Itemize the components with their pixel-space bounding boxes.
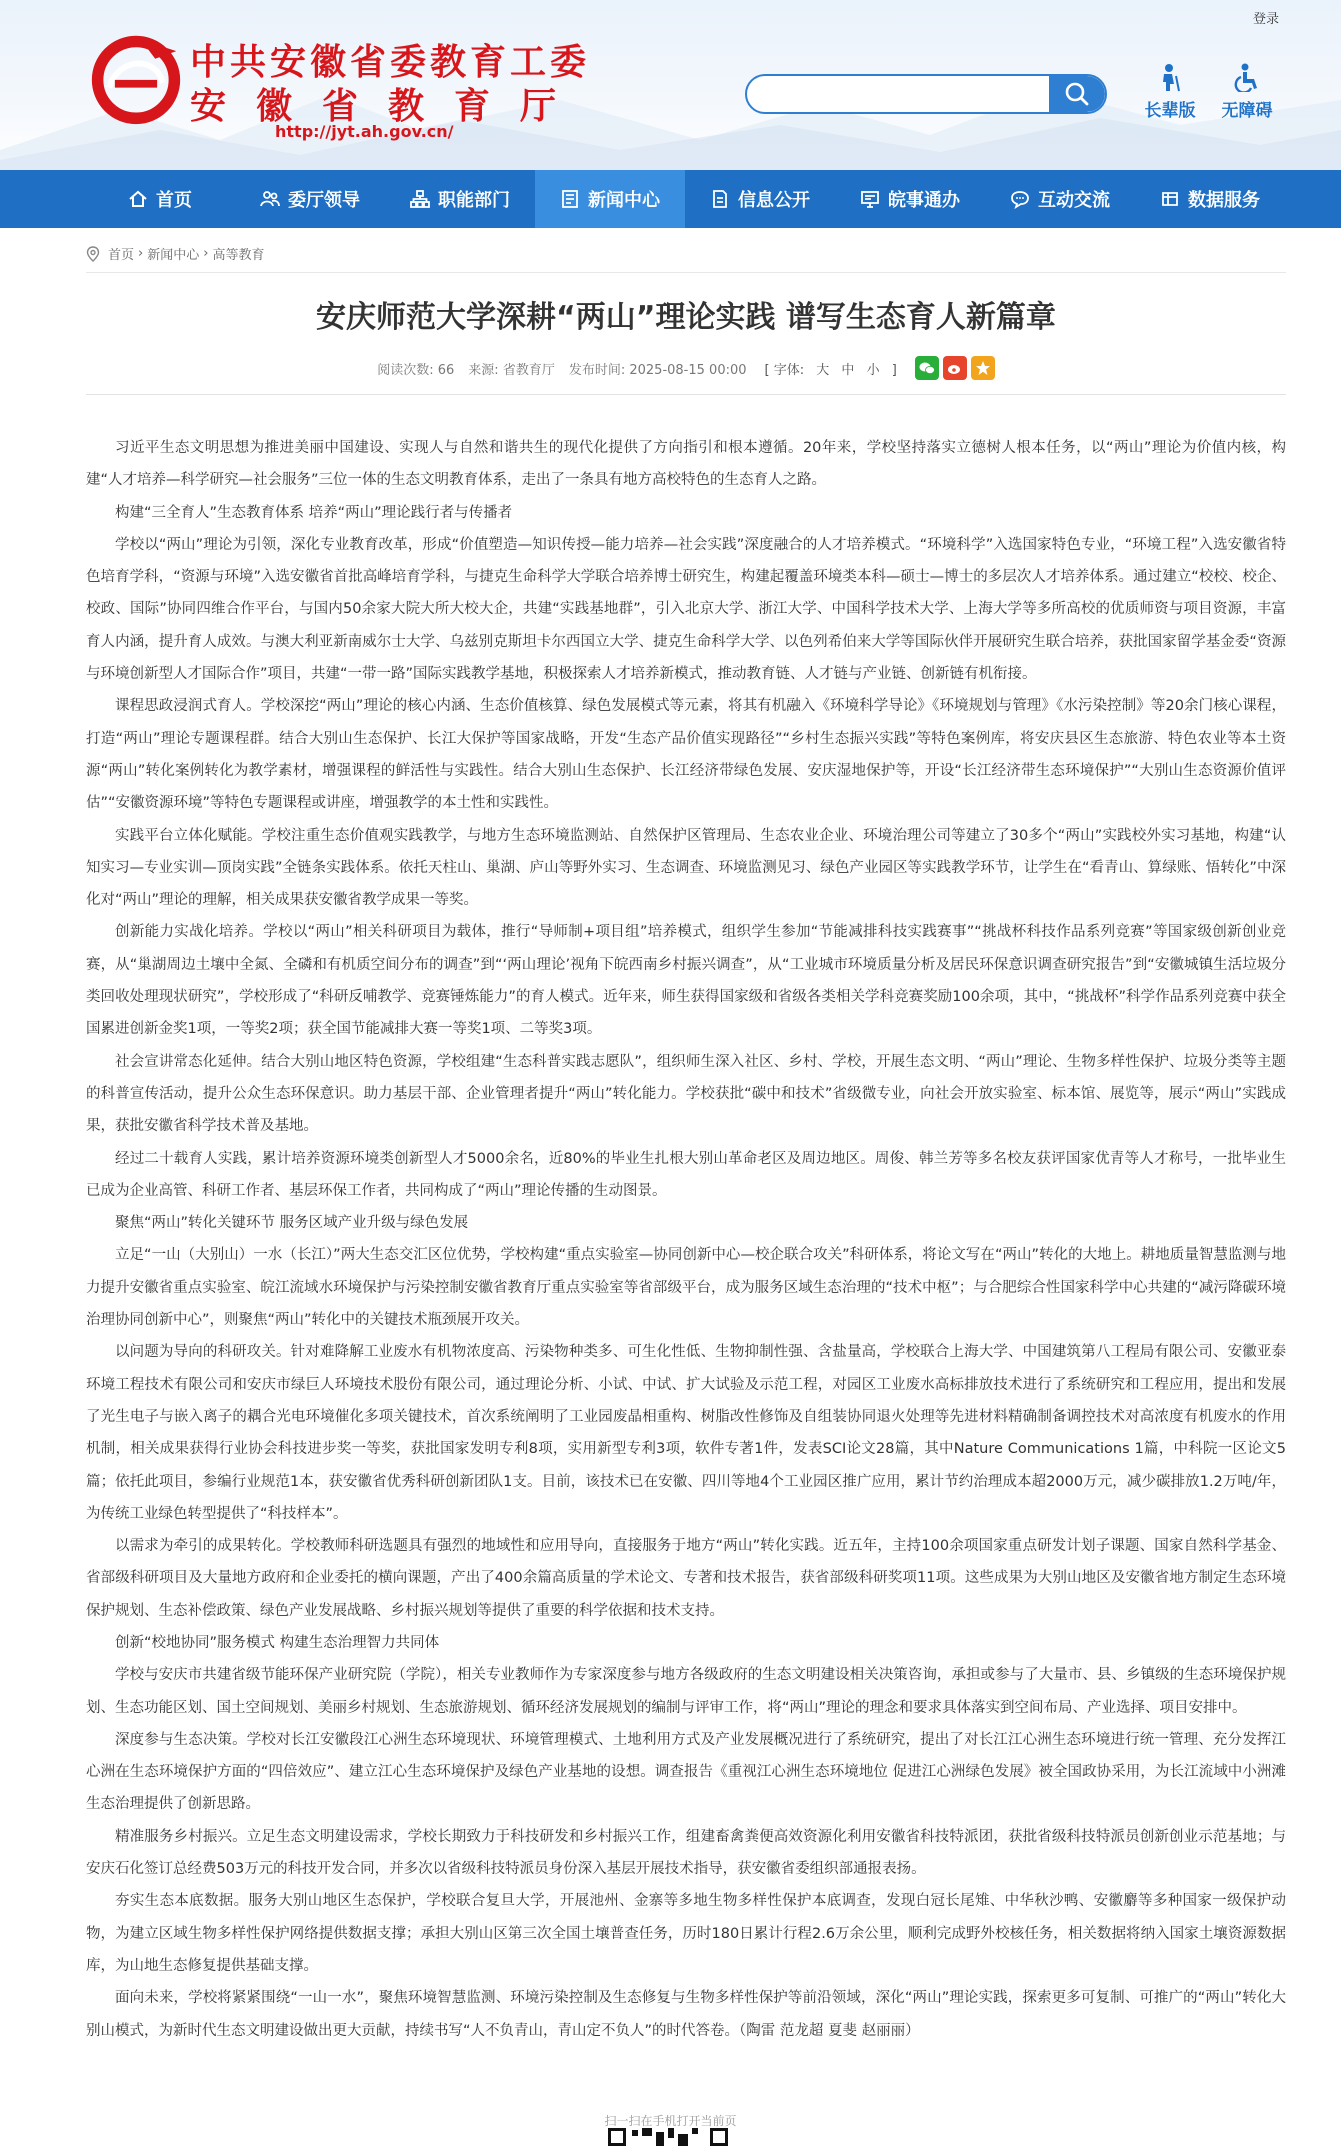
- login-link[interactable]: 登录: [1252, 12, 1279, 27]
- org-name-line2: 安徽省教育厅: [190, 85, 587, 127]
- elder-icon: [1155, 62, 1185, 92]
- site-header: [0, 0, 1341, 170]
- org-name-line1: 中共安徽省委教育工委: [190, 41, 591, 83]
- paragraph: 社会宣讲常态化延伸。结合大别山地区特色资源，学校组建“生态科普实践志愿队”，组织师生深入社区、乡村、学校，开展生态文明、“两山”理论、生物多样性保护、垃圾分类等主题的科普宣传活动，提升公众生态环保意识。助力基层干部、企业管理者提升“两山”转化能力。学校获批“碳中和技术”省级微专业，向社会开放实验室、标本馆、展览等，展示“两山”实践成果，获批安徽省科学技术普及基地。: [86, 1053, 1286, 1135]
- paragraph: 创新“校地协同”服务模式 构建生态治理智力共同体: [115, 1634, 440, 1651]
- paragraph: 聚焦“两山”转化关键环节 服务区域产业升级与绿色发展: [115, 1215, 469, 1232]
- article-title: 安庆师范大学深耕“两山”理论实践 谱写生态育人新篇章: [316, 300, 1056, 335]
- nav-item-departments[interactable]: [385, 170, 535, 228]
- info-icon: [710, 189, 730, 209]
- paragraph: 夯实生态本底数据。服务大别山地区生态保护，学校联合复旦大学，开展池州、金寨等多地生物多样性保护本底调查，发现白冠长尾雉、中华秋沙鸭、安徽麝等多种国家一级保护动物，为建立区域生物多样性保护网络提供数据支撑；承担大别山区第三次全国土壤普查任务，历时180日累计行程2.6万余公里，顺利完成野外校核任务，相关数据将纳入国家土壤资源数据库，为山地生态修复提供基础支撑。: [86, 1893, 1286, 1974]
- divider: [86, 394, 1286, 395]
- nav-item-data[interactable]: [1135, 170, 1285, 228]
- time-info: [569, 359, 747, 378]
- paragraph: 实践平台立体化赋能。学校注重生态价值观实践教学，与地方生态环境监测站、自然保护区管理局、生态农业企业、环境治理公司等建立了30多个“两山”实践校外实习基地，构建“认知实习—专业实训—顶岗实践”全链条实践体系。依托天柱山、巢湖、庐山等野外实习、生态调查、环境监测见习、绿色产业园区等实践教学环节，让学生在“看青山、算绿账、悟转化”中深化对“两山”理论的理解，相关成果获安徽省教学成果一等奖。: [86, 827, 1286, 909]
- elder-mode-label: 长辈版: [1144, 101, 1196, 121]
- paragraph: 以问题为导向的科研攻关。针对难降解工业废水有机物浓度高、污染物种类多、可生化性低、生物抑制性强、含盐量高，学校联合上海大学、中国建筑第八工程局有限公司、安徽亚泰环境工程技术有限公司和安庆市绿巨人环境技术股份有限公司，通过理论分析、小试、中试、扩大试验及示范工程，对园区工业废水高标排放技术进行了系统研究和工程应用，提出和发展了光生电子与嵌入离子的耦合光电环境催化多项关键技术，首次系统阐明了工业园废晶相重构、树脂改性修饰及自组装协同退火处理等先进材料精确制备调控技术对高浓度有机废水的作用机制，相关成果获得行业协会科技进步奖一等奖，获批国家发明专利8项，实用新型专利3项，软件专著1件，发表SCI论文28篇，其中Nature Communications 1篇，中科院一区论文5篇；依托此项目，参编行业规范1本，获安徽省优秀科研创新团队1支。目前，该技术已在安徽、四川等地4个工业园区推广应用，累计节约治理成本超2000万元，减少碳排放1.2万吨/年，为传统工业绿色转型提供了“科技样本”。: [86, 1344, 1286, 1522]
- search-icon: [1064, 81, 1090, 107]
- share-buttons: [915, 356, 995, 380]
- paragraph: 学校以“两山”理论为引领，深化专业教育改革，形成“价值塑造—知识传授—能力培养—社会实践”深度融合的人才培养模式。“环境科学”入选国家特色专业，“环境工程”入选安徽省特色培育学科，“资源与环境”入选安徽省首批高峰培育学科，与捷克生命科学大学联合培养博士研究生，构建起覆盖环境类本科—硕士—博士的多层次人才培养体系。通过建立“校校、校企、校政、国际”协同四维合作平台，与国内50余家大院大所大校大企，共建“实践基地群”，引入北京大学、浙江大学、中国科学技术大学、上海大学等多所高校的优质师资与项目资源，丰富育人内涵，提升育人成效。与澳大利亚新南威尔士大学、乌兹别克斯坦卡尔西国立大学、捷克生命科学大学、以色列希伯来大学等国际伙伴开展研究生联合培养，获批国家留学基金委“资源与环境创新型人才国际合作”项目，共建“一带一路”国际实践教学基地，积极探索人才培养新模式，推动教育链、人才链与产业链、创新链有机衔接。: [86, 536, 1286, 683]
- source-value: 省教育厅: [502, 362, 555, 378]
- paragraph: 构建“三全育人”生态教育体系 培养“两山”理论践行者与传播者: [115, 504, 513, 521]
- article-meta: [86, 356, 1286, 380]
- nav-item-interaction[interactable]: [985, 170, 1135, 228]
- weibo-share-icon[interactable]: [943, 356, 967, 380]
- source-label: 来源:: [468, 362, 499, 378]
- breadcrumb: [86, 244, 264, 263]
- leaders-icon: [260, 189, 280, 209]
- breadcrumb-home[interactable]: 首页: [108, 248, 135, 263]
- news-icon: [560, 189, 580, 209]
- paragraph: 学校与安庆市共建省级节能环保产业研究院（学院），相关专业教师作为专家深度参与地方各级政府的生态文明建设相关决策咨询，承担或参与了大量市、县、乡镇级的生态环境保护规划、生态功能区划、国土空间规划、美丽乡村规划、生态旅游规划、循环经济发展规划的编制与评审工作，将“两山”理论的理念和要求具体落实到空间布局、产业选择、项目安排中。: [86, 1667, 1286, 1716]
- font-size-large[interactable]: 大: [816, 362, 830, 378]
- article-body: [86, 432, 1286, 2047]
- accessibility-button[interactable]: [1212, 62, 1282, 121]
- source-info: [468, 359, 555, 378]
- main-nav: [0, 170, 1341, 228]
- org-icon: [410, 189, 430, 209]
- breadcrumb-separator-icon: ›: [203, 246, 209, 261]
- views-count: 66: [437, 362, 455, 378]
- breadcrumb-separator-icon: ›: [138, 246, 144, 261]
- nav-item-label: 新闻中心: [588, 190, 660, 211]
- home-icon: [128, 189, 148, 209]
- search-button[interactable]: [1049, 76, 1105, 112]
- accessibility-icon: [1232, 62, 1262, 92]
- nav-item-label: 首页: [156, 190, 192, 211]
- nav-item-news[interactable]: [535, 170, 685, 228]
- qr-hint: 扫一扫在手机打开当前页: [604, 2114, 737, 2128]
- views-info: [377, 359, 454, 378]
- breadcrumb-news[interactable]: 新闻中心: [147, 248, 200, 263]
- nav-item-label: 职能部门: [438, 190, 510, 211]
- nav-item-leaders[interactable]: [235, 170, 385, 228]
- search-input[interactable]: [747, 76, 1047, 112]
- paragraph: 经过二十载育人实践，累计培养资源环境类创新型人才5000余名，近80%的毕业生扎根大别山革命老区及周边地区。周俊、韩兰芳等多名校友获评国家优青等人才称号，一批毕业生已成为企业高管、科研工作者、基层环保工作者，共同构成了“两山”理论传播的生动图景。: [86, 1150, 1286, 1199]
- nav-item-home[interactable]: [85, 170, 235, 228]
- nav-item-label: 皖事通办: [888, 190, 960, 211]
- paragraph: 精准服务乡村振兴。立足生态文明建设需求，学校长期致力于科技研发和乡村振兴工作，组建畜禽粪便高效资源化利用安徽省科技特派团，获批省级科技特派员创新创业示范基地；与安庆石化签订总经费503万元的科技开发合同，并多次以省级科技特派员身份深入基层开展技术指导，获安徽省委组织部通报表扬。: [86, 1828, 1286, 1878]
- chat-icon: [1010, 189, 1030, 209]
- paragraph: 习近平生态文明思想为推进美丽中国建设、实现人与自然和谐共生的现代化提供了方向指引和根本遵循。20年来，学校坚持落实立德树人根本任务，以“两山”理论为价值内核，构建“人才培养—科学研究—社会服务”三位一体的生态文明教育体系，走出了一条具有地方高校特色的生态育人之路。: [86, 440, 1286, 489]
- nav-item-service[interactable]: [835, 170, 985, 228]
- nav-item-label: 互动交流: [1038, 190, 1110, 211]
- font-size-medium[interactable]: 中: [841, 362, 855, 378]
- site-url: http://jyt.ah.gov.cn/: [275, 122, 454, 141]
- paragraph: 课程思政浸润式育人。学校深挖“两山”理论的核心内涵、生态价值核算、绿色发展模式等元素，将其有机融入《环境科学导论》《环境规划与管理》《水污染控制》等20余门核心课程，打造“两山”理论专题课程群。结合大别山生态保护、长江大保护等国家战略，开发“生态产品价值实现路径”“乡村生态振兴实践”等特色案例库，将安庆县区生态旅游、特色农业等本土资源“两山”转化案例转化为教学素材，增强课程的鲜活性与实践性。结合大别山生态保护、长江经济带绿色发展、安庆湿地保护等，开设“长江经济带生态环境保护”“大别山生态资源价值评估”“安徽资源环境”等特色专题课程或讲座，增强教学的本土性和实践性。: [86, 698, 1286, 812]
- paragraph: 面向未来，学校将紧紧围绕“一山一水”，聚焦环境智慧监测、环境污染控制及生态修复与生物多样性保护等前沿领域，深化“两山”理论实践，探索更多可复制、可推广的“两山”转化大别山模式，为新时代生态文明建设做出更大贡献，持续书写“人不负青山，青山定不负人”的时代答卷。（陶雷 范龙超 夏斐 赵丽丽）: [86, 1990, 1286, 2039]
- wechat-share-icon[interactable]: [915, 356, 939, 380]
- paragraph: 立足“一山（大别山）一水（长江）”两大生态交汇区位优势，学校构建“重点实验室—协同创新中心—校企联合攻关”科研体系，将论文写在“两山”转化的大地上。耕地质量智慧监测与地力提升安徽省重点实验室、皖江流域水环境保护与污染控制安徽省教育厅重点实验室等省部级平台，成为服务区域生态治理的“技术中枢”；与合肥综合性国家科学中心共建的“减污降碳环境治理协同创新中心”，则聚焦“两山”转化中的关键技术瓶颈展开攻关。: [86, 1247, 1286, 1329]
- divider: [86, 272, 1286, 273]
- elder-mode-button[interactable]: [1135, 62, 1205, 121]
- publish-time: 2025-08-15 00:00: [629, 362, 747, 378]
- views-label: 阅读次数:: [377, 362, 434, 378]
- search-bar: [745, 74, 1107, 114]
- service-icon: [860, 189, 880, 209]
- paragraph: 以需求为牵引的成果转化。学校教师科研选题具有强烈的地域性和应用导向，直接服务于地方“两山”转化实践。近五年，主持100余项国家重点研发计划子课题、国家自然科学基金、省部级科研项目及大量地方政府和企业委托的横向课题，产出了400余篇高质量的学术论文、专著和技术报告，获省部级科研奖项11项。这些成果为大别山地区及安徽省地方制定生态环境保护规划、生态补偿政策、绿色产业发展战略、乡村振兴规划等提供了重要的科学依据和技术支持。: [86, 1538, 1286, 1619]
- accessibility-label: 无障碍: [1221, 101, 1273, 121]
- location-pin-icon: [86, 246, 100, 262]
- education-logo-icon: [88, 30, 184, 126]
- nav-item-info[interactable]: [685, 170, 835, 228]
- font-size-small[interactable]: 小: [866, 362, 880, 378]
- qr-code-icon: [608, 2128, 728, 2146]
- paragraph: 创新能力实战化培养。学校以“两山”相关科研项目为载体，推行“导师制+项目组”培养模式，组织学生参加“节能减排科技实践赛事”“挑战杯科技作品系列竞赛”等国家级创新创业竞赛，从“巢湖周边土壤中全氮、全磷和有机质空间分布的调查”到“‘两山理论’视角下皖西南乡村振兴调查”，从“工业城市环境质量分析及居民环保意识调查研究报告”到“安徽城镇生活垃圾分类回收处理现状研究”，学校形成了“科研反哺教学、竞赛锤炼能力”的育人模式。近年来，师生获得国家级和省级各类相关学科竞赛奖励100余项，其中，“挑战杯”科学作品系列竞赛中获全国累进创新金奖1项，一等奖2项；获全国节能减排大赛一等奖1项、二等奖3项。: [86, 924, 1286, 1038]
- font-size-label: [ 字体:: [764, 362, 805, 378]
- font-size-switcher: [761, 359, 901, 378]
- time-label: 发布时间:: [568, 362, 626, 378]
- qzone-share-icon[interactable]: [971, 356, 995, 380]
- nav-item-label: 数据服务: [1188, 190, 1260, 211]
- nav-item-label: 委厅领导: [288, 190, 360, 211]
- data-icon: [1160, 189, 1180, 209]
- font-size-bracket: ]: [891, 362, 897, 378]
- breadcrumb-current[interactable]: 高等教育: [212, 248, 265, 263]
- nav-item-label: 信息公开: [738, 190, 810, 211]
- paragraph: 深度参与生态决策。学校对长江安徽段江心洲生态环境现状、环境管理模式、土地利用方式及产业发展概况进行了系统研究，提出了对长江江心洲生态环境进行统一管理、充分发挥江心洲在生态环境保护方面的“四倍效应”、建立江心生态环境保护及绿色产业基地的设想。调查报告《重视江心洲生态环境地位 促进江心洲绿色发展》被全国政协采用，为长江流域中小洲滩生态治理提供了创新思路。: [86, 1731, 1286, 1813]
